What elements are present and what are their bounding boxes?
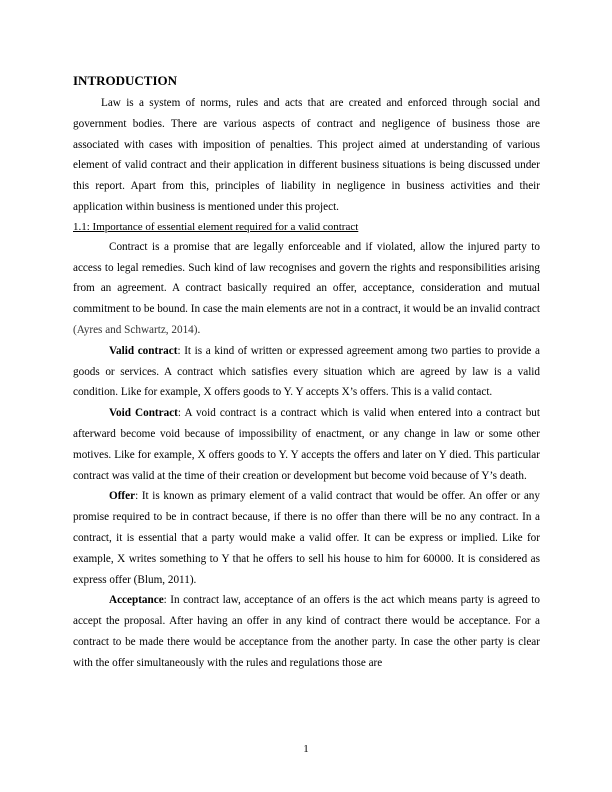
page-title: INTRODUCTION [73,73,178,88]
acceptance-paragraph [73,590,540,673]
void-contract-paragraph [73,403,540,486]
page-number: 1 [303,743,309,755]
offer-text: : It is known as primary element of a valid contract that would be offer. An offer or any promise required to be in contract because, if there is no offer than there will be no any contract. In a contract, it is essential that a party would make a valid offer. It can be express or implied. Like for example, X writes something to Y that he offers to sell his house to him for 60000. It is considered as express offer (Blum, 2011). [73,490,540,586]
void-contract-text: : A void contract is a contract which is valid when entered into a contract but afterward become void because of impossibility of enactment, or any change in law or some other motives. Like for example, X offers goods to Y. Y accepts the offers and later on Y died. This particular contract was valid at the time of their creation or development but become void because of Y’s death. [73,407,540,482]
contract-text: Contract is a promise that are legally enforceable and if violated, allow the injured party to access to legal remedies. Such kind of law recognises and govern the rights and responsibilities arising from an agreement. A contract basically required an offer, acceptance, consideration and mutual commitment to be bound. In case the main elements are not in a contract, it would be an invalid contract [73,240,540,316]
acceptance-term: Acceptance [109,594,164,607]
offer-term: Offer [109,490,136,503]
sentence-end: . [197,323,201,336]
document-page [73,72,540,674]
valid-contract-term: Valid contract [109,344,178,357]
citation: (Ayres and Schwartz, 2014) [73,323,198,336]
acceptance-text: : In contract law, acceptance of an offers is the act which means party is agreed to accept the proposal. After having an offer in any kind of contract there would be acceptance. For a contract to be made there would be acceptance from the another party. In case the other party is clear with the offer simultaneously with the rules and regulations those are [73,594,540,669]
valid-contract-text: : It is a kind of written or expressed agreement among two parties to provide a goods or services. A contract which satisfies every situation which are agreed by law is a valid condition. Like for example, X offers goods to Y. Y accepts X’s offers. This is a valid contact. [73,344,540,399]
section-subheading: 1.1: Importance of essential element required for a valid contract [73,220,359,233]
valid-contract-paragraph [73,341,540,403]
contract-paragraph [73,237,540,341]
void-contract-term: Void Contract [109,407,178,420]
offer-paragraph [73,486,540,590]
intro-paragraph: Law is a system of norms, rules and acts that are created and enforced through social and government bodies. There are various aspects of contract and negligence of business those are associated with cases with imposition of penalties. This project aimed at understanding of various element of valid contract and their application in different business situations is being discussed under this report. Apart from this, principles of liability in negligence in business activities and their application within business is mentioned under this project. [73,97,540,213]
